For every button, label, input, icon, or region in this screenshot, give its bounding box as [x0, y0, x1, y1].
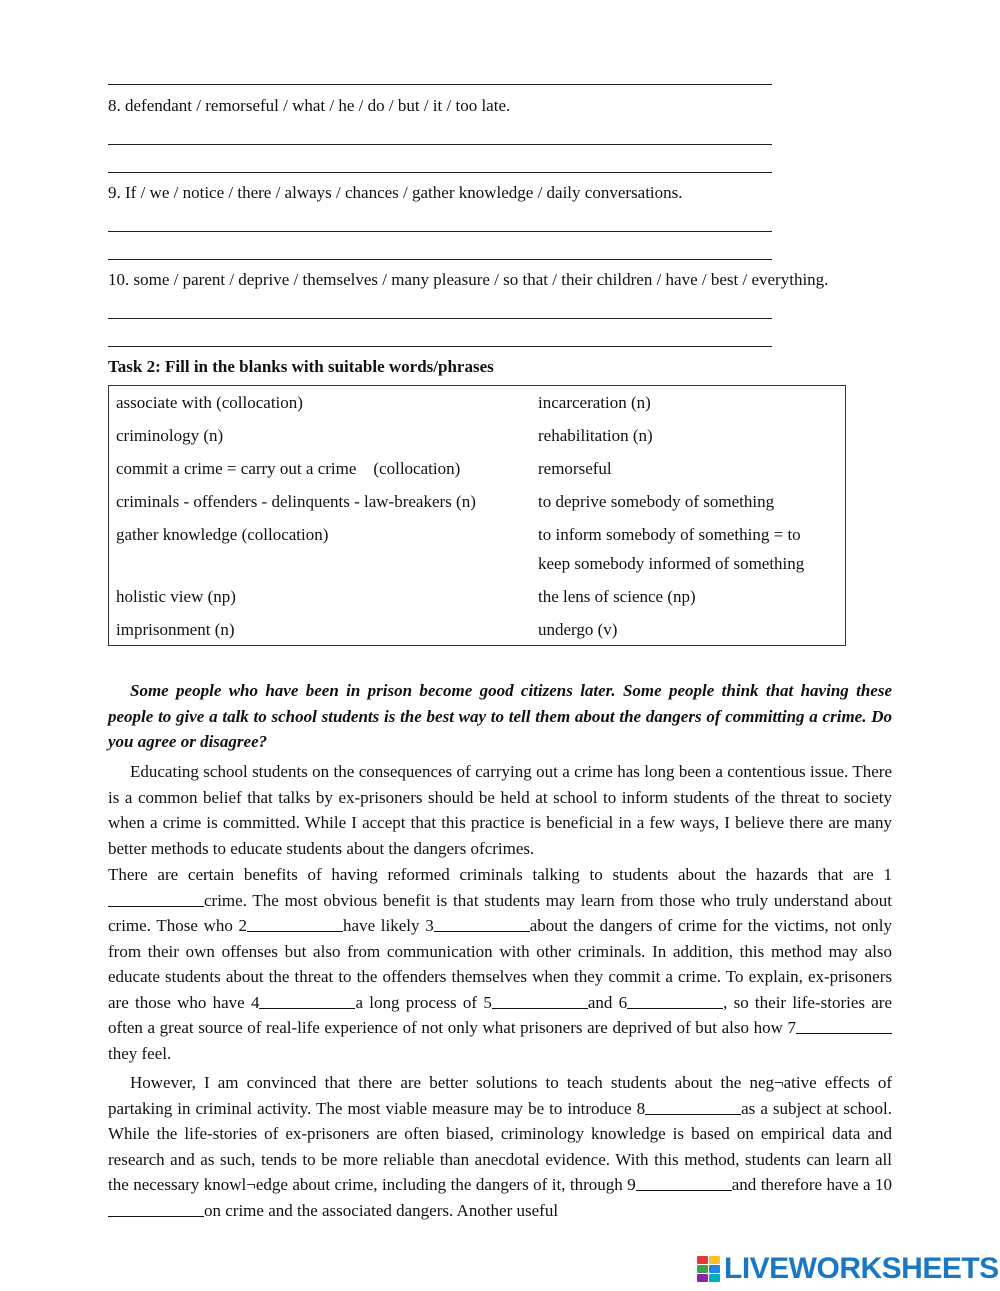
table-cell: incarceration (n)	[538, 393, 651, 412]
answer-line-10a	[108, 318, 772, 319]
blank-3[interactable]	[434, 917, 530, 932]
blank-number: 5	[483, 992, 492, 1012]
paragraph-text: they feel.	[108, 1043, 172, 1063]
answer-line-8b	[108, 172, 772, 173]
answer-line-9b	[108, 259, 772, 260]
blank-9[interactable]	[636, 1176, 732, 1191]
question-10: 10. some / parent / deprive / themselves / many pleasure / so that / their children / have / best / everything.	[108, 270, 829, 289]
paragraph-text: , so their life-stories are often a great source of real-life experience of not only what prisoners are deprived of but also how	[108, 992, 892, 1037]
blank-8[interactable]	[645, 1100, 741, 1115]
table-row	[109, 487, 846, 520]
table-row	[109, 454, 846, 487]
blank-number: 4	[250, 992, 260, 1012]
blank-number: 7	[787, 1018, 796, 1037]
logo-block	[697, 1274, 708, 1282]
answer-line-8a	[108, 144, 772, 145]
paragraph-text: However, I am convinced that there are better solutions to teach students about the neg¬ative effects of partaking in criminal activity. The most viable measure may be to introduce	[108, 1073, 892, 1118]
table-cell: gather knowledge (collocation)	[116, 525, 329, 544]
logo-blocks-icon	[697, 1256, 720, 1282]
table-cell-line: to inform somebody of something = to	[538, 525, 801, 544]
paragraph-text: and therefore have a	[731, 1175, 875, 1194]
answer-line-7b	[108, 84, 772, 85]
question-8: 8. defendant / remorseful / what / he / do / but / it / too late.	[108, 96, 511, 115]
table-cell-line: keep somebody informed of something	[538, 554, 805, 573]
essay-paragraph-1: Educating school students on the consequences of carrying out a crime has long been a contentious issue. There is a common belief that talks by ex-prisoners should be held at school to inform students of the threat to society when a crime is committed. While I accept that this practice is beneficial in a few ways, I believe there are many better methods to educate students about the dangers ofcrimes.	[108, 762, 892, 858]
vocabulary-table	[108, 385, 846, 646]
table-cell: criminals - offenders - delinquents - law-breakers (n)	[116, 492, 476, 511]
paragraph-text: on crime and the associated dangers. Another useful	[204, 1200, 559, 1220]
essay-prompt: Some people who have been in prison become good citizens later. Some people think that having these people to give a talk to school students is the best way to tell them about the dangers of committing a crime. Do you agree or disagree?	[108, 681, 892, 751]
blank-number: 3	[425, 916, 434, 935]
logo-block	[697, 1265, 708, 1273]
blank-6[interactable]	[627, 994, 723, 1009]
blank-number: 10	[875, 1175, 892, 1194]
answer-line-10b	[108, 346, 772, 347]
logo-block	[709, 1274, 720, 1282]
answer-line-9a	[108, 231, 772, 232]
table-row	[109, 615, 846, 646]
table-cell: commit a crime = carry out a crime (collocation)	[116, 459, 461, 478]
blank-2[interactable]	[247, 917, 343, 932]
essay-paragraph-2	[108, 862, 892, 1066]
table-cell: holistic view (np)	[116, 587, 236, 606]
liveworksheets-logo	[697, 1253, 999, 1285]
table-row	[109, 386, 846, 422]
paragraph-text: and	[587, 992, 619, 1012]
table-row	[109, 520, 846, 582]
blank-4[interactable]	[259, 994, 355, 1009]
table-cell	[531, 520, 846, 582]
table-cell: associate with (collocation)	[116, 393, 303, 412]
blank-number: 1	[883, 865, 892, 884]
blank-number: 6	[618, 992, 628, 1012]
essay-paragraph-3	[108, 1070, 892, 1223]
paragraph-text: have likely	[343, 916, 426, 935]
logo-block	[709, 1265, 720, 1273]
question-9: 9. If / we / notice / there / always / chances / gather knowledge / daily conversations.	[108, 183, 683, 202]
table-cell: remorseful	[538, 459, 612, 478]
paragraph-text: as a subject at school. While the life-stories of ex-prisoners are often biased, criminology knowledge is based on empirical data and research and as such, tends to be more reliable than anecdotal evidence. With this method, students can learn all the necessary knowl¬edge about crime, including the dangers of it, through	[108, 1098, 892, 1194]
blank-5[interactable]	[492, 994, 588, 1009]
table-cell: criminology (n)	[116, 426, 224, 445]
table-cell: rehabilitation (n)	[538, 426, 653, 445]
blank-10[interactable]	[108, 1202, 204, 1217]
blank-number: 8	[636, 1098, 646, 1118]
logo-block	[697, 1256, 708, 1264]
task-2-title: Task 2: Fill in the blanks with suitable words/phrases	[108, 357, 494, 376]
table-cell: to deprive somebody of something	[538, 492, 775, 511]
blank-1[interactable]	[108, 892, 204, 907]
logo-block	[709, 1256, 720, 1264]
table-row	[109, 582, 846, 615]
table-cell: undergo (v)	[538, 620, 618, 639]
table-row	[109, 421, 846, 454]
paragraph-text: a long process of	[355, 992, 484, 1012]
table-cell: imprisonment (n)	[116, 620, 235, 639]
paragraph-text: There are certain benefits of having reformed criminals talking to students about the hazards that are	[108, 865, 884, 884]
logo-text: LIVEWORKSHEETS	[724, 1252, 999, 1285]
paragraph-text: crime. The most obvious benefit is that students may learn from those who truly understand about crime. Those who	[108, 890, 892, 935]
paragraph-text: about the dangers of crime for the victims, not only from their own offenses but also from communication with other criminals. In addition, this method may also educate students about the threat to the offenders themselves when they commit a crime. To explain, ex-prisoners are those who have	[108, 916, 893, 1012]
blank-number: 2	[238, 916, 248, 935]
blank-7[interactable]	[796, 1019, 892, 1034]
blank-number: 9	[627, 1175, 636, 1194]
table-cell: the lens of science (np)	[538, 587, 696, 606]
